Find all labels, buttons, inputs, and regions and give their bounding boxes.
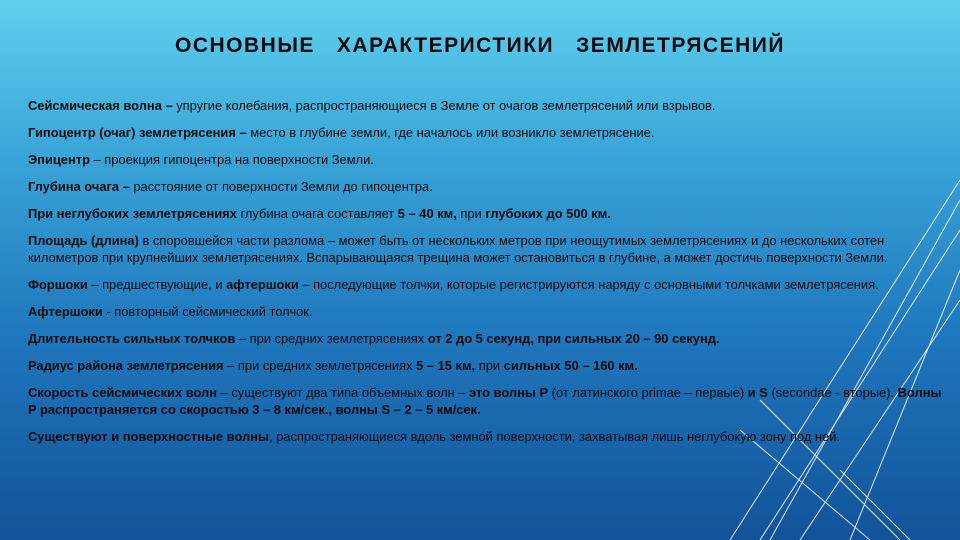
paragraph: [28, 232, 952, 266]
text-run: место в глубине земли, где началось или возникло землетрясение.: [250, 125, 655, 140]
bold-text-run: Волны P распространяется со скоростью 3 – 8 км/сек., волны S – 2 – 5 км/сек.: [28, 385, 942, 417]
bold-text-run: Длительность сильных толчков: [28, 331, 236, 346]
paragraph: [28, 97, 952, 114]
paragraph: [28, 205, 952, 222]
bold-text-run: 5 – 15 км,: [416, 358, 476, 373]
bold-text-run: Гипоцентр (очаг) землетрясения –: [28, 125, 251, 140]
bold-text-run: сильных 50 – 160 км.: [503, 358, 638, 373]
slide-title: ОСНОВНЫЕ ХАРАКТЕРИСТИКИ ЗЕМЛЕТРЯСЕНИЙ: [175, 34, 785, 57]
text-run: (secondae - вторые).: [767, 385, 898, 400]
bold-text-run: это волны P: [469, 385, 549, 400]
bold-text-run: Площадь (длина): [28, 233, 139, 248]
deco-line: [840, 470, 910, 540]
text-run: – последующие толчки, которые регистрируются наряду с основными толчками землетрясения.: [298, 277, 879, 292]
text-run: – существуют два типа объемных волн –: [216, 385, 470, 400]
bold-text-run: При неглубоких землетрясениях: [28, 206, 237, 221]
paragraph: [28, 276, 952, 293]
bold-text-run: Сейсмическая волна –: [28, 98, 177, 113]
text-run: – при средних землетрясениях: [235, 331, 428, 346]
text-run: глубина очага составляет: [236, 206, 398, 221]
text-run: расстояние от поверхности Земли до гипоцентра.: [133, 179, 433, 194]
bold-text-run: Существуют и поверхностные волны: [28, 429, 269, 444]
bold-text-run: Скорость сейсмических волн: [28, 385, 217, 400]
text-run: в споровшейся части разлома – может быть от нескольких метров при неощутимых землетрясениях и до нескольких сотен километров при крупнейших землетрясениях. Вспарывающаяся трещина может остановиться в глубине, а может достичь поверхности Земли.: [28, 233, 888, 265]
text-run: , распространяющиеся вдоль земной поверхности, захватывая лишь неглубокую зону под ней.: [268, 429, 841, 444]
paragraph: [28, 124, 952, 141]
paragraph: [28, 357, 952, 374]
paragraph: [28, 384, 952, 418]
bold-text-run: от 2 до 5 секунд, при сильных 20 – 90 секунд.: [427, 331, 720, 346]
bold-text-run: 5 – 40 км,: [397, 206, 457, 221]
paragraph: [28, 303, 952, 320]
bold-text-run: афтершоки: [226, 277, 299, 292]
paragraph: [28, 178, 952, 195]
text-run: (от латинского primae – первые): [548, 385, 748, 400]
bold-text-run: глубоких до 500 км.: [485, 206, 611, 221]
paragraph: [28, 330, 952, 347]
text-run: – предшествующие, и: [87, 277, 227, 292]
bold-text-run: и S: [747, 385, 768, 400]
text-run: – проекция гипоцентра на поверхности Земли.: [89, 152, 374, 167]
text-run: упругие колебания, распространяющиеся в Земле от очагов землетрясений или взрывов.: [176, 98, 716, 113]
bold-text-run: Афтершоки: [28, 304, 103, 319]
content-body: [28, 97, 952, 455]
text-run: при: [475, 358, 504, 373]
bold-text-run: Эпицентр: [28, 152, 90, 167]
paragraph: [28, 151, 952, 168]
bold-text-run: Форшоки: [28, 277, 88, 292]
text-run: – при средних землетрясениях: [223, 358, 417, 373]
text-run: - повторный сейсмический толчок.: [102, 304, 313, 319]
paragraph: [28, 428, 952, 445]
text-run: при: [456, 206, 486, 221]
bold-text-run: Радиус района землетрясения: [28, 358, 224, 373]
bold-text-run: Глубина очага –: [28, 179, 134, 194]
